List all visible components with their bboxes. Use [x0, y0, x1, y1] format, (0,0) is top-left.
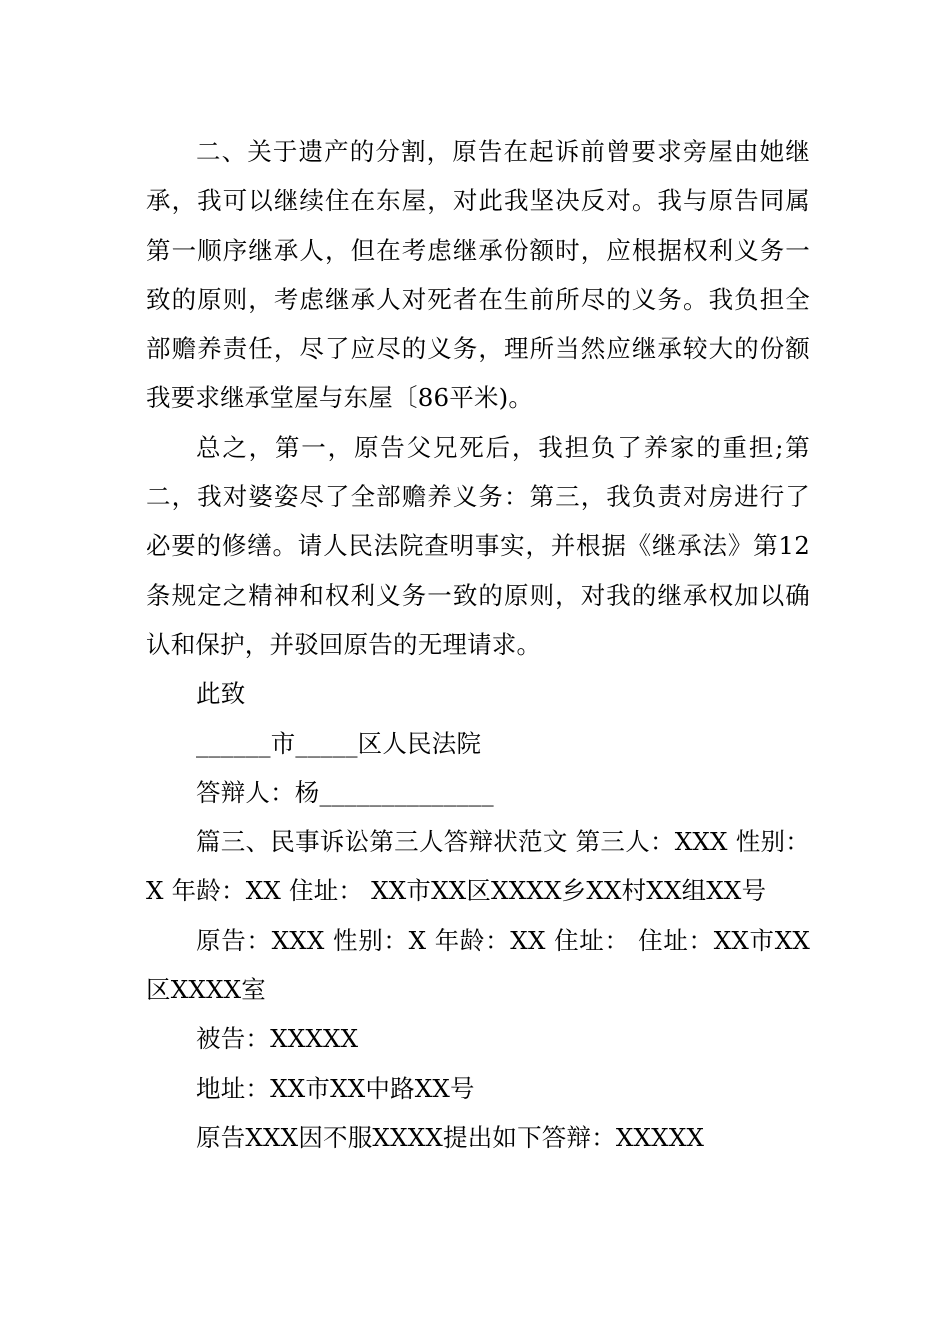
- section3-defendant: 被告：XXXXX: [196, 1024, 359, 1054]
- section3-address: 地址：XX市XX中路XX号: [196, 1073, 475, 1103]
- court-addressee: ______市_____区人民法院: [196, 728, 482, 758]
- paragraph-inheritance-division: 二、关于遗产的分割，原告在起诉前曾要求旁屋由她继承，我可以继续住在东屋，对此我坚决反对。我与原告同属第一顺序继承人，但在考虑继承份额时，应根据权利义务一致的原则，考虑继承人对死者在生前所尽的义务。我负担全部赡养责任，尽了应尽的义务，理所当然应继承较大的份额我要求继承堂屋与东屋〔86平米)。: [146, 137, 810, 413]
- section3-plaintiff: 原告：XXX 性别：X 年龄：XX 住址： 住址：XX市XX区XXXX室: [146, 925, 810, 1005]
- closing-salutation: 此致: [196, 679, 246, 709]
- paragraph-summary: 总之，第一，原告父兄死后，我担负了养家的重担;第二，我对婆姿尽了全部赡养义务：第三，我负责对房进行了必要的修缮。请人民法院查明事实，并根据《继承法》第12条规定之精神和权利义务一致的原则，对我的继承权加以确认和保护，并驳回原告的无理请求。: [146, 432, 810, 659]
- section3-heading: 篇三、民事诉讼第三人答辩状范文 第三人：XXX 性别：X 年龄：XX 住址： XX市XX区XXXX乡XX村XX组XX号: [146, 827, 810, 906]
- respondent-signature: 答辩人：杨______________: [196, 777, 494, 807]
- document-body: [146, 127, 810, 1162]
- section3-statement: 原告XXX因不服XXXX提出如下答辩：XXXXX: [196, 1122, 705, 1152]
